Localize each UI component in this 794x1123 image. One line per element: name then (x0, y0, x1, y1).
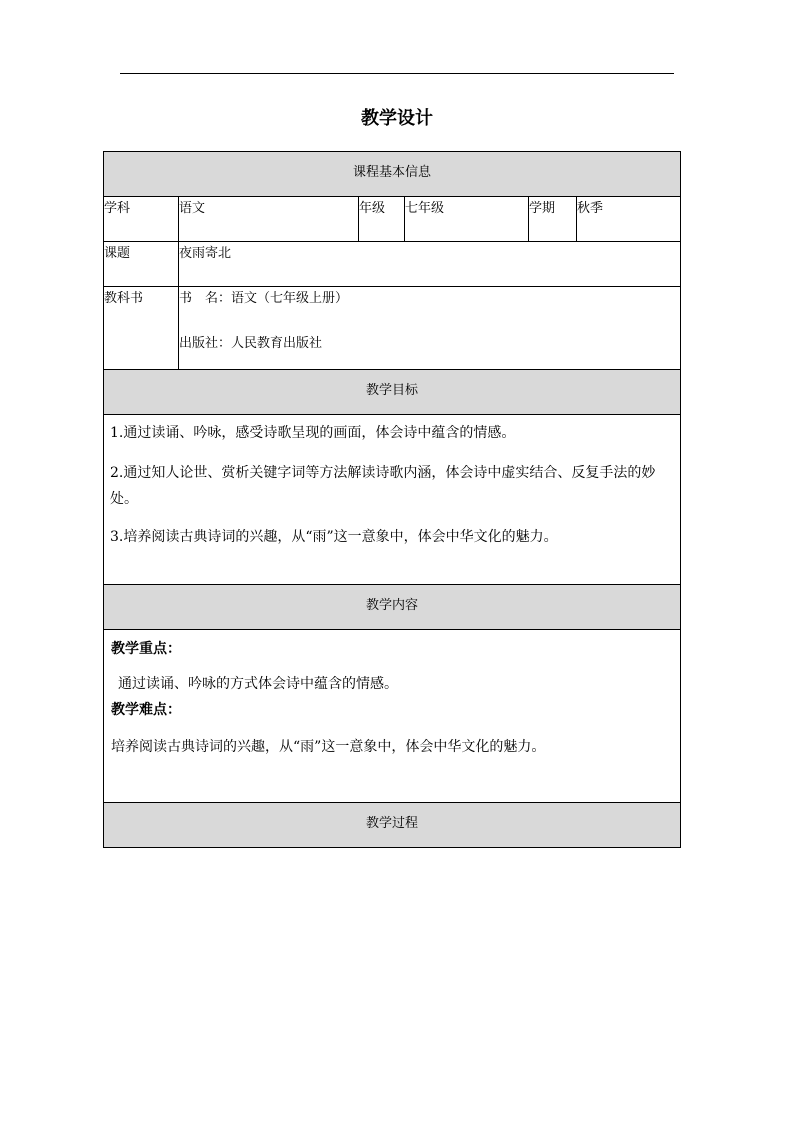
header-rule (120, 73, 674, 74)
subject-value: 语文 (179, 197, 359, 242)
info-row-subject (104, 197, 681, 242)
section-title: 课程基本信息 (353, 165, 432, 180)
section-header-basic-info (104, 152, 681, 197)
textbook-publisher: 出版社：人民教育出版社 (179, 336, 323, 351)
document-title: 教学设计 (361, 108, 433, 129)
section-title: 教学目标 (366, 383, 419, 398)
difficulty-text: 培养阅读古典诗词的兴趣，从“雨”这一意象中，体会中华文化的魅力。 (111, 739, 546, 755)
term-value: 秋季 (577, 197, 681, 242)
section-title: 教学内容 (366, 598, 419, 613)
difficulty-label: 教学难点： (111, 702, 181, 718)
goal-item: 3.培养阅读古典诗词的兴趣，从“雨”这一意象中，体会中华文化的魅力。 (110, 529, 558, 545)
info-row-textbook (104, 287, 681, 370)
topic-value: 夜雨寄北 (179, 242, 681, 287)
topic-label: 课题 (104, 242, 179, 287)
section-header-content (104, 585, 681, 630)
textbook-label: 教科书 (104, 287, 179, 370)
key-point-text: 通过读诵、吟咏的方式体会诗中蕴含的情感。 (118, 676, 398, 692)
section-header-process (104, 803, 681, 848)
info-row-topic (104, 242, 681, 287)
subject-label: 学科 (104, 197, 179, 242)
grade-value: 七年级 (405, 197, 529, 242)
section-header-goals (104, 370, 681, 415)
textbook-name: 书 名：语文（七年级上册） (179, 291, 349, 306)
key-point-label: 教学重点： (111, 641, 181, 657)
lesson-plan-table (103, 151, 681, 848)
goals-row (104, 415, 681, 585)
goal-item: 1.通过读诵、吟咏，感受诗歌呈现的画面，体会诗中蕴含的情感。 (110, 425, 516, 441)
content-row (104, 630, 681, 803)
section-title: 教学过程 (366, 816, 419, 831)
term-label: 学期 (529, 197, 577, 242)
goal-item: 2.通过知人论世、赏析关键字词等方法解读诗歌内涵，体会诗中虚实结合、反复手法的妙处。 (110, 465, 656, 507)
grade-label: 年级 (359, 197, 405, 242)
